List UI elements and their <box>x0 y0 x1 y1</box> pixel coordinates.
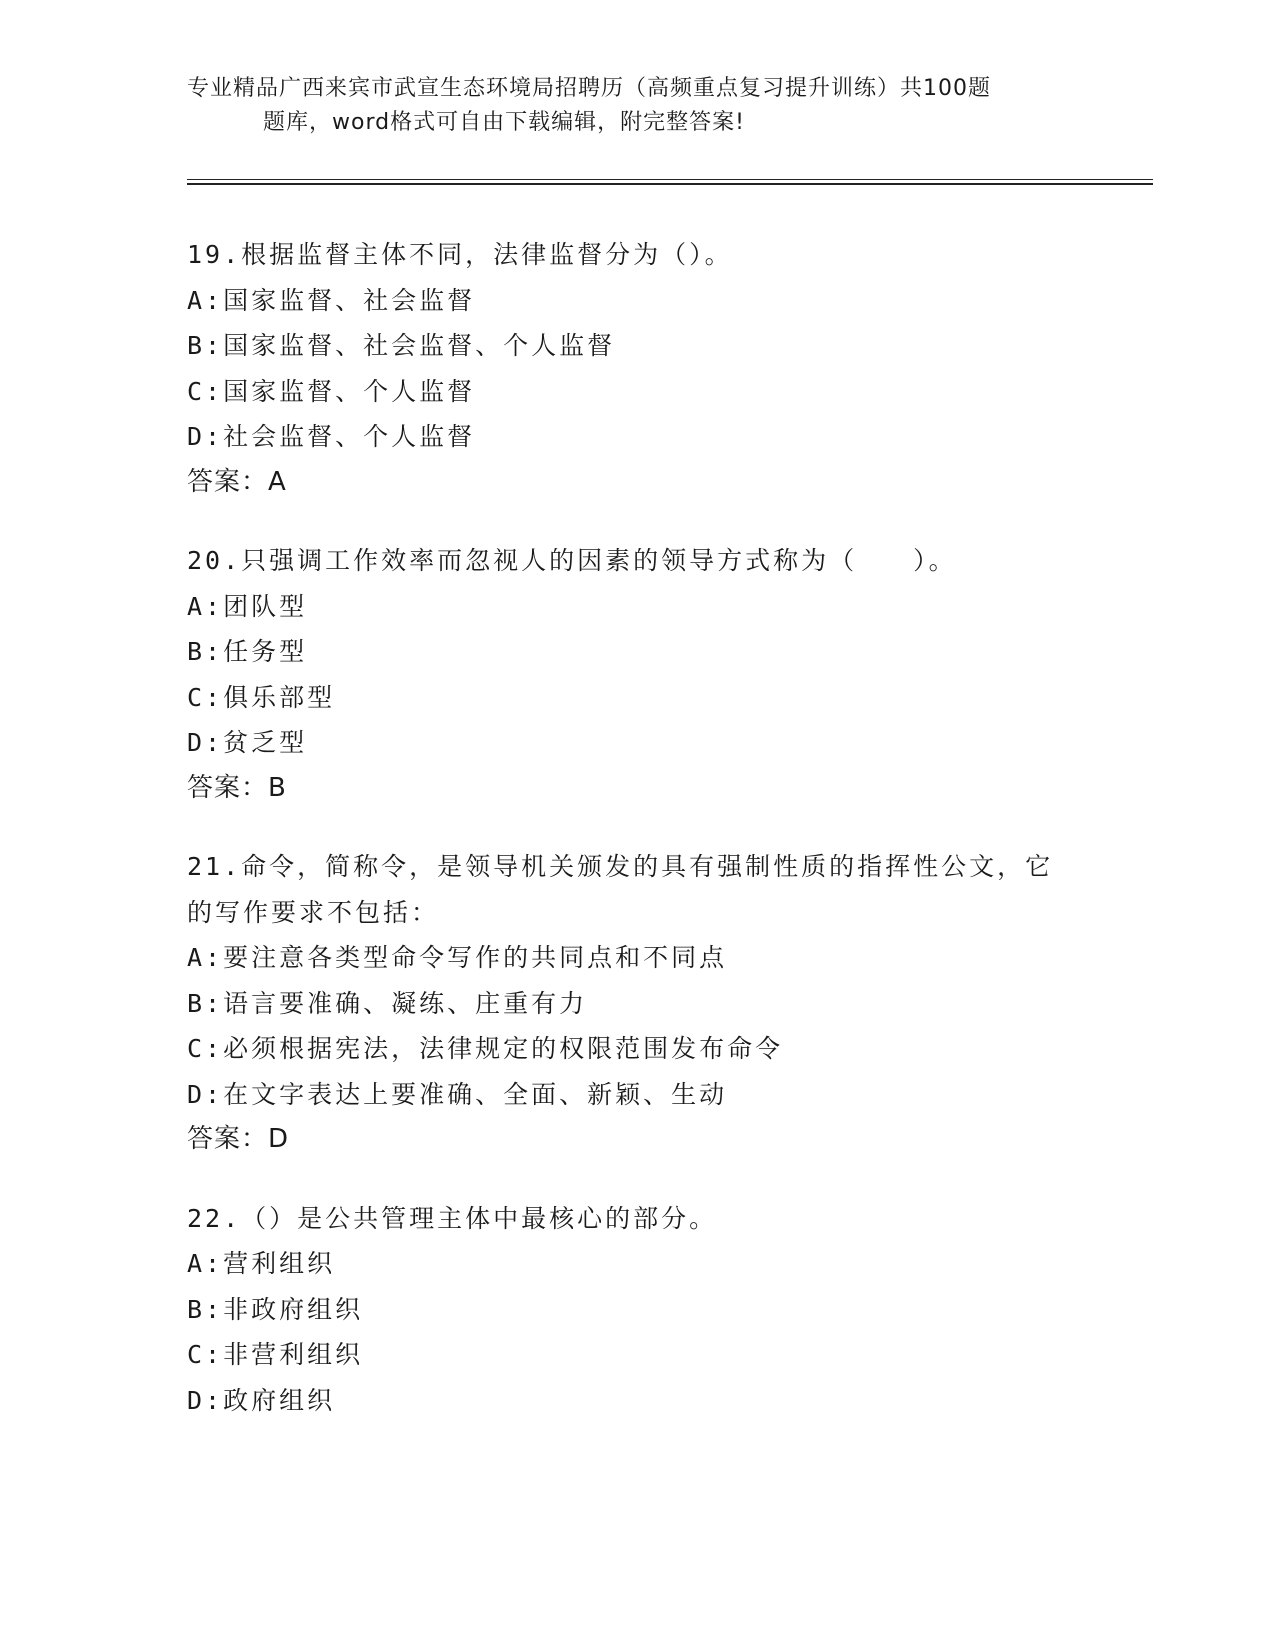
option-d: D:在文字表达上要准确、全面、新颖、生动 <box>187 1079 728 1109</box>
option-d: D:社会监督、个人监督 <box>187 422 476 451</box>
question-19 <box>187 232 1087 505</box>
question-stem: 21.命令，简称令，是领导机关颁发的具有强制性质的指挥性公文，它 <box>187 852 1054 881</box>
option-d: D:贫乏型 <box>187 728 308 757</box>
option-b: B:非政府组织 <box>187 1294 364 1324</box>
option-b: B:任务型 <box>187 637 308 666</box>
option-a: A:要注意各类型命令写作的共同点和不同点 <box>187 943 728 972</box>
header-title-line-1: 专业精品广西来宾市武宣生态环境局招聘历（高频重点复习提升训练）共100题 <box>187 76 991 101</box>
option-c: C:俱乐部型 <box>187 682 336 712</box>
answer-label: 答案：B <box>187 772 287 803</box>
question-21 <box>187 844 1087 1163</box>
option-c: C:国家监督、个人监督 <box>187 376 476 406</box>
question-22 <box>187 1196 1087 1424</box>
question-stem-continued: 的写作要求不包括： <box>187 897 440 927</box>
question-list <box>187 232 1087 1456</box>
question-20 <box>187 538 1087 811</box>
option-c: C:必须根据宪法，法律规定的权限范围发布命令 <box>187 1034 784 1063</box>
option-a: A:营利组织 <box>187 1249 336 1278</box>
answer-label: 答案：D <box>187 1124 290 1154</box>
question-stem: 22.（）是公共管理主体中最核心的部分。 <box>187 1203 718 1233</box>
option-d: D:政府组织 <box>187 1385 336 1415</box>
question-stem: 20.只强调工作效率而忽视人的因素的领导方式称为（ ）。 <box>187 546 957 575</box>
option-b: B:国家监督、社会监督、个人监督 <box>187 331 616 360</box>
answer-label: 答案：A <box>187 466 287 497</box>
option-a: A:团队型 <box>187 591 308 621</box>
header-title-line-2: 题库，word格式可自由下载编辑，附完整答案! <box>263 110 745 135</box>
header-divider-thick <box>187 183 1153 185</box>
option-b: B:语言要准确、凝练、庄重有力 <box>187 988 588 1018</box>
question-stem: 19.根据监督主体不同，法律监督分为（）。 <box>187 240 733 269</box>
header-divider-thin <box>187 179 1153 180</box>
document-header <box>187 72 1067 140</box>
option-c: C:非营利组织 <box>187 1340 364 1369</box>
option-a: A:国家监督、社会监督 <box>187 285 476 315</box>
